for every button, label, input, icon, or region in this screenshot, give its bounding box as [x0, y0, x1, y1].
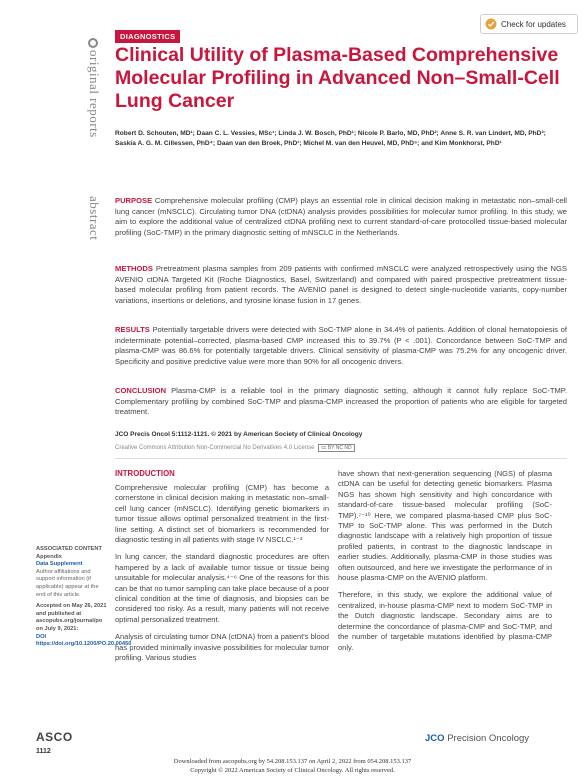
copyright-footer: Copyright © 2022 American Society of Clinical Oncology. All rights reserved.	[190, 767, 395, 774]
abstract-side-label: abstract	[87, 196, 102, 241]
body-column-right	[338, 469, 552, 660]
doi-link[interactable]: DOI https://doi.org/10.1200/PO.20.00450	[36, 633, 132, 648]
license-line[interactable]	[115, 444, 355, 452]
jco-logo-mark: JCO	[425, 733, 445, 744]
divider	[115, 458, 567, 459]
cc-license-icon: cc BY NC ND	[318, 444, 354, 452]
jco-logo	[425, 733, 529, 744]
results-label: RESULTS	[115, 325, 150, 334]
methods-label: METHODS	[115, 264, 153, 273]
abstract-conclusion	[115, 386, 567, 418]
purpose-text: Comprehensive molecular profiling (CMP) plays an essential role in clinical decision making in metastatic non–small-cell lung cancer (mNSCLC). Circulating tumor DNA (ctDNA) analysis provides possibilities for molecular tumor profiling. In this study, we aim to explore the additional value of centralized ctDNA profiling next to current standard-of-care protocolled tissue-based molecular profiling (SoC-TMP) in the primary diagnostic setting of mNSCLC in the Netherlands.	[115, 196, 567, 237]
asco-logo: ASCO	[36, 730, 73, 744]
check-for-updates-label: Check for updates	[501, 19, 566, 29]
abstract-results	[115, 325, 567, 367]
conclusion-text: Plasma-CMP is a reliable tool in the primary diagnostic setting, although it cannot fully replace SoC-TMP. Complementary profiling by combined SoC-TMP and plasma-CMP increased the proportion of patients who are eligible for targeted treatment.	[115, 386, 567, 417]
paragraph: have shown that next-generation sequencing (NGS) of plasma ctDNA can be useful for detecting genetic biomarkers. Plasma NGS has shown high sensitivity and high concordance with standard-of-care tissue-based molecular profiling (SoC-TMP).⁷⁻¹⁰ Here, we compared plasma-based CMP plus SoC-TMP to SoC-TMP alone. This was performed in the Dutch diagnostic landscape with a relatively high proportion of tissue profiled patients, in contrast to the diagnostic landscape in earlier studies. Additionally, plasma-CMP in those studies was often outsourced, and here we investigate the performance of in house plasma-CMP on the AVENIO platform.	[338, 469, 552, 583]
sidebar-associated-content	[36, 546, 132, 649]
section-tag: DIAGNOSTICS	[115, 30, 180, 43]
affiliations-note: Author affiliations and support information (if applicable) appear at the end of this article.	[36, 568, 99, 598]
page-number: 1112	[36, 748, 51, 755]
download-footer: Downloaded from ascopubs.org by 54.208.153.137 on April 2, 2022 from 054.208.153.137	[173, 758, 412, 765]
abstract-methods	[115, 264, 567, 306]
check-for-updates-button[interactable]	[480, 14, 578, 34]
license-text: Creative Commons Attribution Non-Commercial No Derivatives 4.0 License	[115, 445, 315, 451]
appendix-label: Appendix	[36, 553, 62, 560]
update-badge-icon	[485, 18, 497, 30]
paragraph: Comprehensive molecular profiling (CMP) has become a cornerstone in clinical decision making in metastatic non–small-cell lung cancer (mNSCLC). Identifying genetic biomarkers in tumor tissue allows optimal personalized treatment in the first-line setting. A distinct set of biomarkers is recommended for diagnostic testing in all patients with stage IV NSCLC.¹⁻³	[115, 483, 329, 545]
paragraph: Analysis of circulating tumor DNA (ctDNA) from a patient's blood has provided minimally invasive possibilities for molecular tumor profiling. Various studies	[115, 632, 329, 663]
introduction-heading: INTRODUCTION	[115, 469, 175, 478]
assoc-heading: ASSOCIATED CONTENT	[36, 546, 102, 552]
methods-text: Pretreatment plasma samples from 209 patients with confirmed mNSCLC were analyzed retrospectively using the NGS AVENIO ctDNA Targeted Kit (Roche Diagnostics, Basel, Switzerland) and compared with paired prospective pretreatment tissue-based molecular profiling from patient records. The AVENIO panel is designed to detect single-nucleotide variants, copy-number variations, insertions or deletions, and tyrosine kinase fusion in 17 genes.	[115, 264, 567, 305]
accepted-note: Accepted on May 26, 2021 and published at ascopubs.org/journal/po on July 9, 2021:	[36, 603, 107, 632]
conclusion-label: CONCLUSION	[115, 386, 167, 395]
data-supplement-link[interactable]: Data Supplement	[36, 561, 83, 568]
author-list: Robert D. Schouten, MD¹; Daan C. L. Vessies, MSc¹; Linda J. W. Bosch, PhD¹; Nicole P. Barlo, MD, PhD²; Anne S. R. van Lindert, MD, PhD³; Saskia A. G. M. Cillessen, PhD⁴; Daan van den Broek, PhD¹; Michel M. van den Heuvel, MD, PhD⁵; and Kim Monkhorst, PhD¹	[115, 130, 546, 147]
jco-logo-text: Precision Oncology	[447, 733, 530, 744]
results-text: Potentially targetable drivers were detected with SoC-TMP alone in 34.4% of patients. Addition of clonal hematopoiesis of indeterminate potential–corrected, plasma-based CMP increased this to 39.7% (P < .001). Concordance between SoC-TMP and plasma-CMP was 86.6% for potentially targetable drivers. Clinical sensitivity of plasma-CMP was 75.2% for any oncogenic driver. Specificity and positive predictive value were more than 90% for all oncogenic drivers.	[115, 325, 567, 366]
open-access-icon	[88, 38, 98, 48]
purpose-label: PURPOSE	[115, 196, 153, 205]
body-column-left	[115, 483, 329, 671]
article-title: Clinical Utility of Plasma-Based Comprehensive Molecular Profiling in Advanced Non–Small-Cell Lung Cancer	[115, 44, 560, 112]
journal-reference: JCO Precis Oncol 5:1112-1121. © 2021 by American Society of Clinical Oncology	[115, 431, 363, 438]
article-type-label: original reports	[87, 50, 102, 138]
paragraph: In lung cancer, the standard diagnostic procedures are often hampered by a lack of available tumor tissue or tissue being unsuitable for molecular analysis.⁴⁻⁶ One of the reasons for this can be that no tumor sampling can take place because of a poor clinical condition at the time of diagnosis, and biopsies can be considered too risky. As a result, many patients will not receive optimal personalized treatment.	[115, 552, 329, 624]
abstract-purpose	[115, 196, 567, 238]
paragraph: Therefore, in this study, we explore the additional value of centralized, in-house plasma-CMP next to modern SoC-TMP in the Dutch diagnostic landscape. Secondary aims are to determine the concordance of plasma-CMP and SoC-TMP, and the number of targetable mutations identified by plasma-CMP only.	[338, 590, 552, 652]
